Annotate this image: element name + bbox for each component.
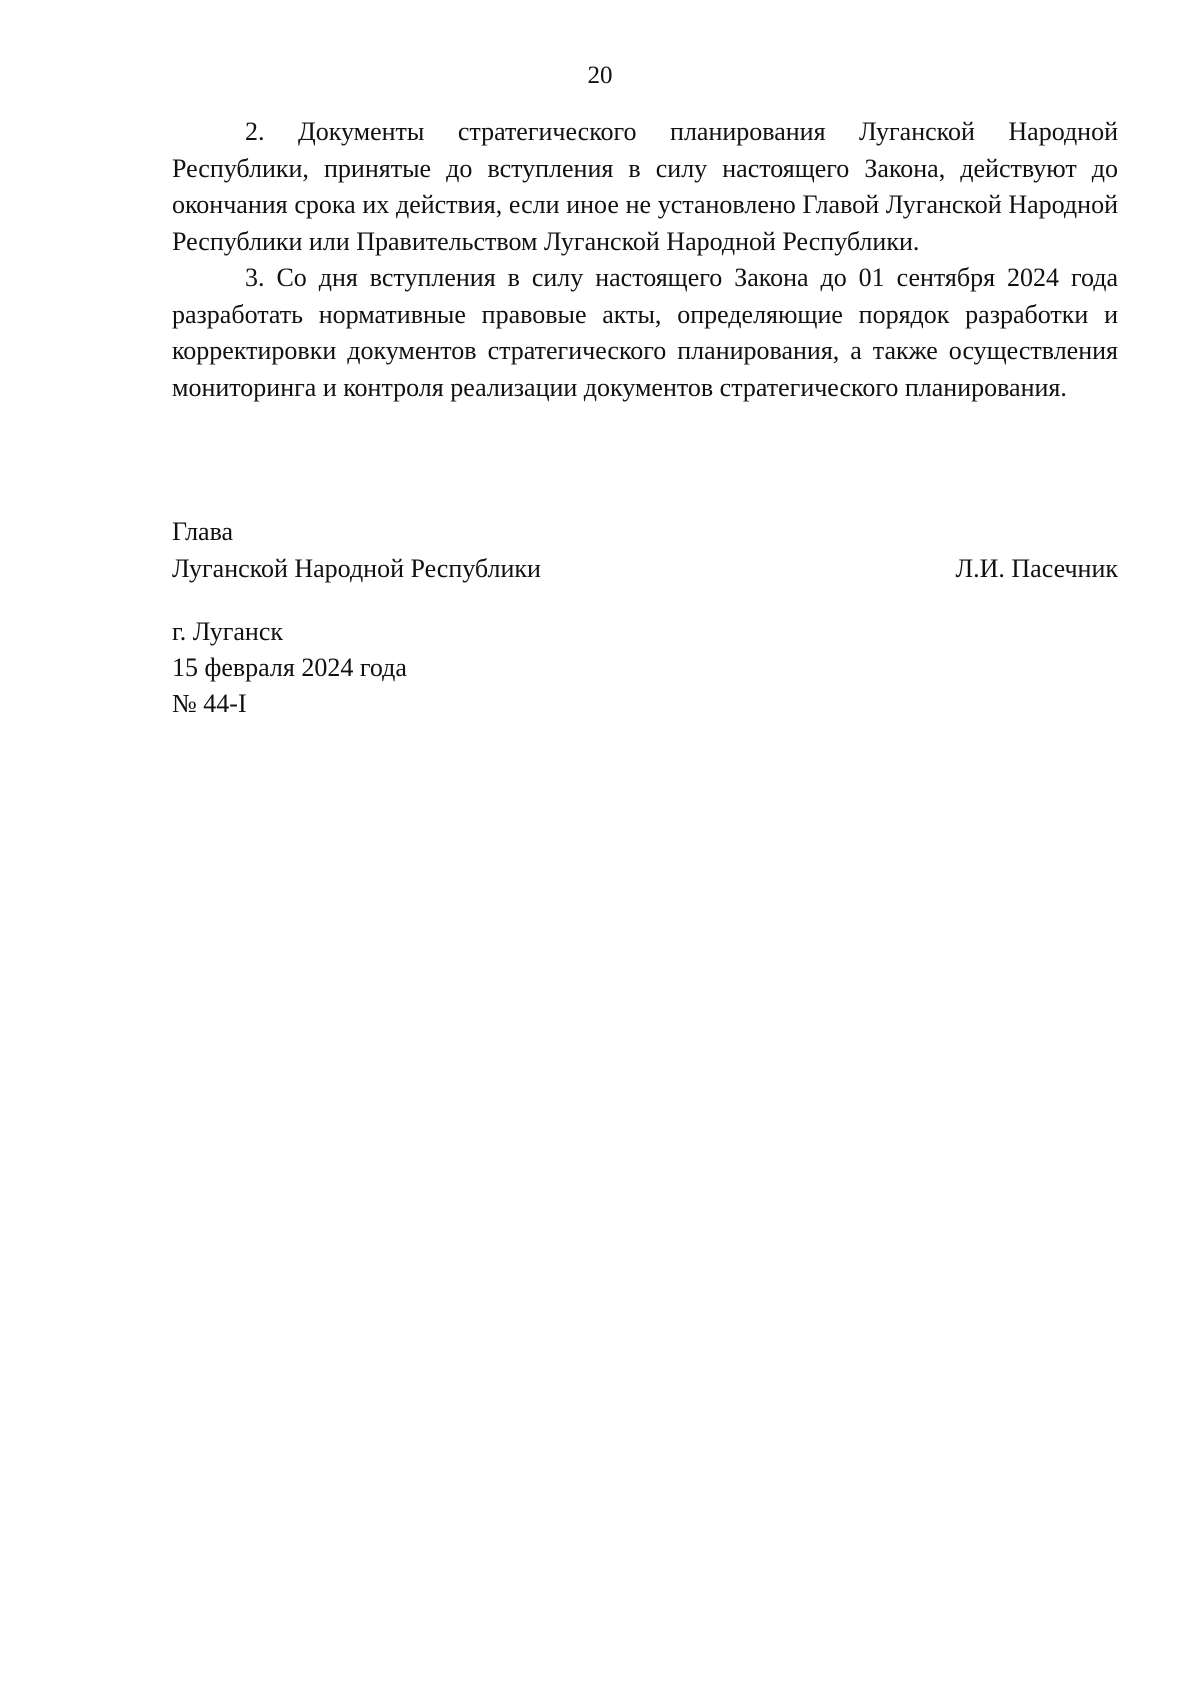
signature-title-line2: Луганской Народной Республики: [172, 553, 541, 583]
place-of-signing: г. Луганск: [172, 617, 284, 646]
signature-line: [172, 551, 1118, 588]
signature-block: [172, 514, 1118, 587]
document-body: [172, 114, 1118, 406]
page-number: 20: [587, 62, 613, 89]
law-number: № 44-I: [172, 689, 247, 718]
signing-date: 15 февраля 2024 года: [172, 653, 407, 682]
paragraph-3: 3. Со дня вступления в силу настоящего Закона до 01 сентября 2024 года разработать нормативные правовые акты, определяющие порядок разработки и корректировки документов стратегического планирования, а также осуществления мониторинга и контроля реализации документов стратегического планирования.: [172, 263, 1118, 402]
place-date-block: [172, 614, 772, 722]
signatory-name: Л.И. Пасечник: [955, 553, 1118, 583]
signature-title-line1: Глава: [172, 517, 234, 546]
paragraph-2: 2. Документы стратегического планирования Луганской Народной Республики, принятые до вступления в силу настоящего Закона, действуют до окончания срока их действия, если иное не установлено Главой Луганской Народной Республики или Правительством Луганской Народной Республики.: [172, 117, 1118, 256]
